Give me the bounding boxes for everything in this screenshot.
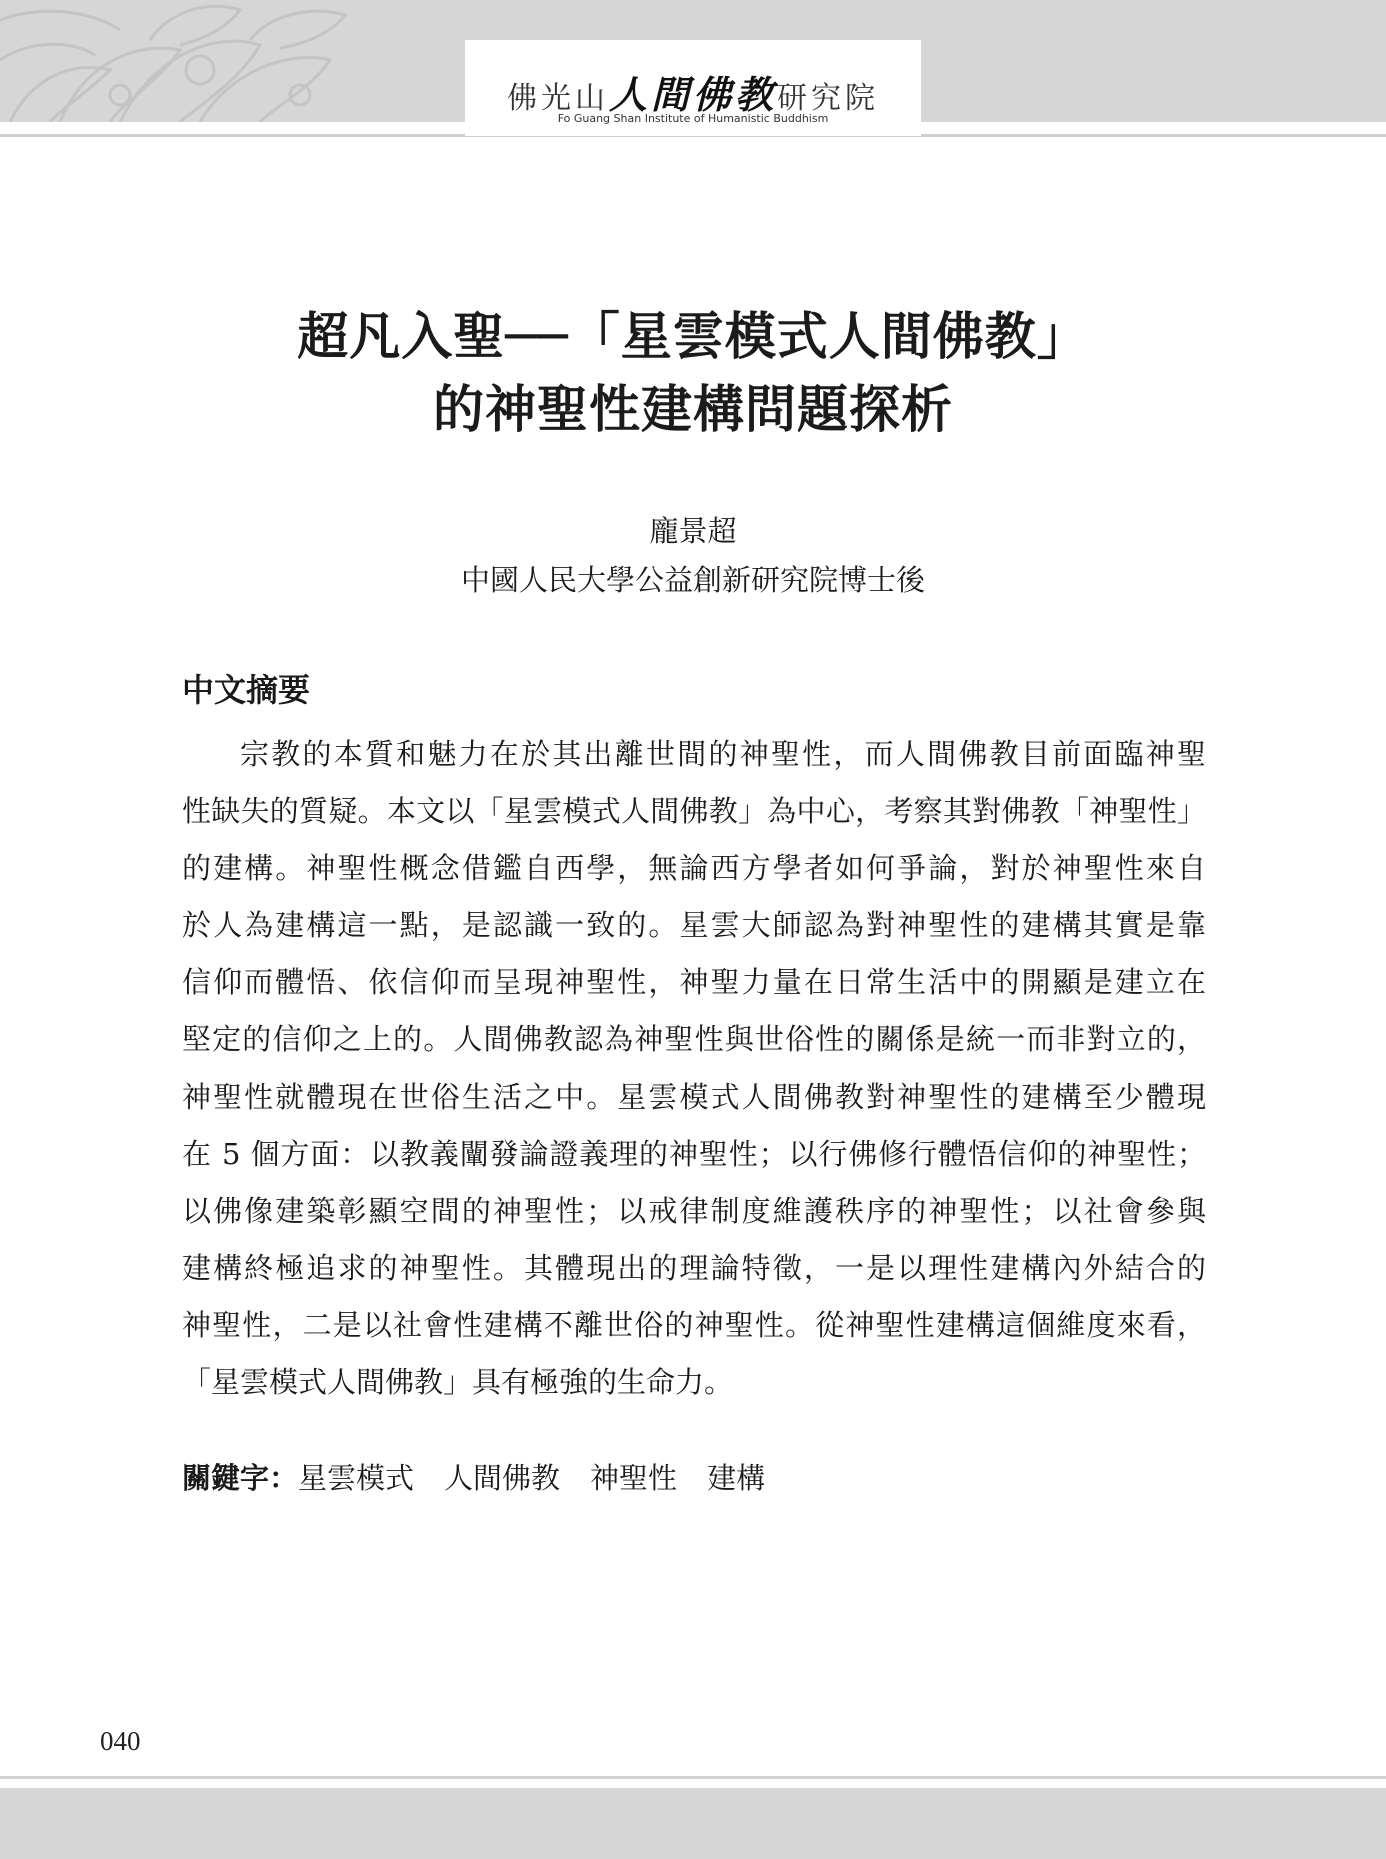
abstract-line: 的建構。神聖性概念借鑑自西學，無論西方學者如何爭論，對於神聖性來自 [182, 851, 1206, 886]
abstract-line: 宗教的本質和魅力在於其出離世間的神聖性，而人間佛教目前面臨神聖 [240, 737, 1206, 771]
article-title-line-2: 的神聖性建構問題探析 [432, 380, 953, 440]
abstract-line: 在 5 個方面：以教義闡發論證義理的神聖性；以行佛修行體悟信仰的神聖性； [182, 1136, 1206, 1171]
abstract-line: 性缺失的質疑。本文以「星雲模式人間佛教」為中心，考察其對佛教「神聖性」 [182, 794, 1206, 829]
keywords [182, 1456, 795, 1497]
author-name: 龐景超 [649, 514, 737, 548]
logo-title [465, 64, 921, 119]
abstract-line: 以佛像建築彰顯空間的神聖性；以戒律制度維護秩序的神聖性；以社會參與 [182, 1193, 1206, 1228]
logo-subtitle: Fo Guang Shan Institute of Humanistic Buddhism [557, 112, 829, 125]
abstract-heading: 中文摘要 [182, 671, 311, 709]
logo-right-text: 研究院 [777, 81, 879, 116]
keyword-item: 星雲模式 [298, 1461, 415, 1495]
keyword-item: 神聖性 [590, 1461, 678, 1495]
keywords-label: 關鍵字： [182, 1461, 299, 1495]
abstract-line: 神聖性就體現在世俗生活之中。星雲模式人間佛教對神聖性的建構至少體現 [182, 1079, 1206, 1114]
lotus-ornament-icon [0, 0, 430, 122]
footer-band [0, 1788, 1386, 1859]
institute-logo [465, 40, 921, 136]
author-affiliation: 中國人民大學公益創新研究院博士後 [460, 563, 925, 597]
abstract-line: 「星雲模式人間佛教」具有極強的生命力。 [182, 1365, 734, 1400]
logo-brand-text: 人間佛教 [608, 72, 777, 117]
abstract-line: 神聖性，二是以社會性建構不離世俗的神聖性。從神聖性建構這個維度來看， [182, 1307, 1206, 1342]
abstract-line: 堅定的信仰之上的。人間佛教認為神聖性與世俗性的關係是統一而非對立的， [182, 1022, 1206, 1057]
abstract-body [182, 734, 1206, 1419]
keyword-item: 人間佛教 [444, 1461, 561, 1495]
abstract-line: 於人為建構這一點，是認識一致的。星雲大師認為對神聖性的建構其實是靠 [182, 908, 1206, 943]
abstract-line: 建構終極追求的神聖性。其體現出的理論特徵，一是以理性建構內外結合的 [182, 1250, 1206, 1285]
abstract-line: 信仰而體悟、依信仰而呈現神聖性，神聖力量在日常生活中的開顯是建立在 [182, 965, 1206, 1000]
page-number: 040 [100, 1726, 141, 1756]
logo-left-text: 佛光山 [506, 81, 609, 116]
article-title-line-1: 超凡入聖──「星雲模式人間佛教」 [297, 307, 1089, 367]
keyword-item: 建構 [707, 1461, 766, 1495]
footer-rule [0, 1776, 1386, 1779]
